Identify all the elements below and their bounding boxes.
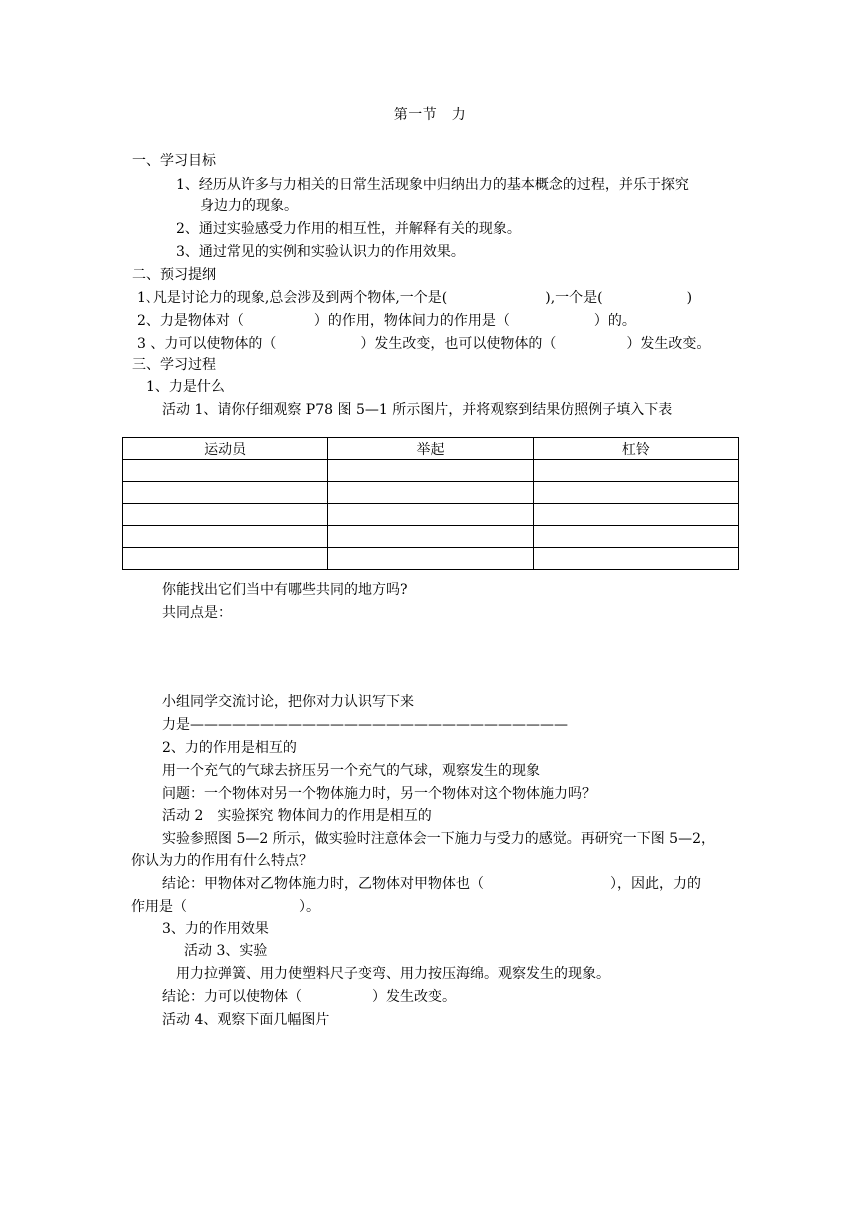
preview-item-3: 3 、力可以使物体的（ ）发生改变，也可以使物体的（ ）发生改变。 [137,336,711,352]
subsection-force-effects: 3、力的作用效果 [162,921,269,937]
section-heading-preview: 二、预习提纲 [132,267,216,283]
table-cell[interactable] [328,482,533,504]
conclusion-3: 结论：力可以使物体（ ）发生改变。 [162,989,456,1005]
table-cell[interactable] [533,526,738,548]
table-cell[interactable] [123,460,328,482]
table-row [123,526,739,548]
goal-2: 2、通过实验感受力作用的相互性，并解释有关的现象。 [176,221,521,237]
table-cell[interactable] [533,460,738,482]
goal-3: 3、通过常见的实例和实验认识力的作用效果。 [176,244,465,260]
subsection-what-is-force: 1、力是什么 [146,379,225,395]
observation-table [122,437,739,570]
activity-4: 活动 4、观察下面几幅图片 [162,1012,330,1028]
experiment-text-cont: 你认为力的作用有什么特点？ [131,853,313,869]
balloon-experiment: 用一个充气的气球去挤压另一个充气的气球，观察发生的现象 [162,763,540,779]
activity-1: 活动 1、请你仔细观察 P78 图 5—1 所示图片，并将观察到结果仿照例子填入下表 [162,402,673,418]
table-cell[interactable] [533,548,738,570]
subsection-mutual-force: 2、力的作用是相互的 [162,740,297,756]
table-cell[interactable] [328,460,533,482]
preview-item-2: 2、力是物体对（ ）的作用，物体间力的作用是（ ）的。 [137,313,636,329]
goal-1-cont: 身边力的现象。 [200,198,298,214]
section-heading-goals: 一、学习目标 [132,153,216,169]
table-row [123,548,739,570]
table-row [123,482,739,504]
table-header-row [123,438,739,460]
table-cell[interactable] [123,548,328,570]
force-definition-blank: 力是——————————————————————————— [162,717,568,733]
table-cell[interactable] [123,504,328,526]
table-cell[interactable] [533,482,738,504]
preview-item-1: 1､凡是讨论力的现象,总会涉及到两个物体,一个是( ),一个是( ) [137,290,693,306]
experiment-text: 实验参照图 5—2 所示，做实验时注意体会一下施力与受力的感觉。再研究一下图 5—2， [162,831,715,847]
common-points-label: 共同点是： [162,605,232,621]
table-cell[interactable] [123,482,328,504]
table-header-cell: 举起 [328,438,533,460]
table-cell[interactable] [123,526,328,548]
table-row [123,460,739,482]
activity-2: 活动 2 实验探究 物体间力的作用是相互的 [162,808,432,824]
conclusion-1: 结论：甲物体对乙物体施力时，乙物体对甲物体也（ ），因此，力的 [162,876,701,892]
table-row [123,504,739,526]
group-discussion: 小组同学交流讨论，把你对力认识写下来 [162,694,414,710]
conclusion-1-cont: 作用是（ ）。 [131,899,320,915]
table-header-cell: 运动员 [123,438,328,460]
table-cell[interactable] [328,526,533,548]
table-cell[interactable] [533,504,738,526]
table-cell[interactable] [328,504,533,526]
activity-3-description: 用力拉弹簧、用力使塑料尺子变弯、用力按压海绵。观察发生的现象。 [176,966,610,982]
section-heading-process: 三、学习过程 [132,357,216,373]
table-cell[interactable] [328,548,533,570]
goal-1: 1、经历从许多与力相关的日常生活现象中归纳出力的基本概念的过程，并乐于探究 [176,177,689,193]
page-title: 第一节 力 [393,107,467,123]
table-header-cell: 杠铃 [533,438,738,460]
question-text: 问题：一个物体对另一个物体施力时，另一个物体对这个物体施力吗？ [162,786,596,802]
activity-3: 活动 3、实验 [184,943,268,959]
question-common: 你能找出它们当中有哪些共同的地方吗? [162,582,408,598]
